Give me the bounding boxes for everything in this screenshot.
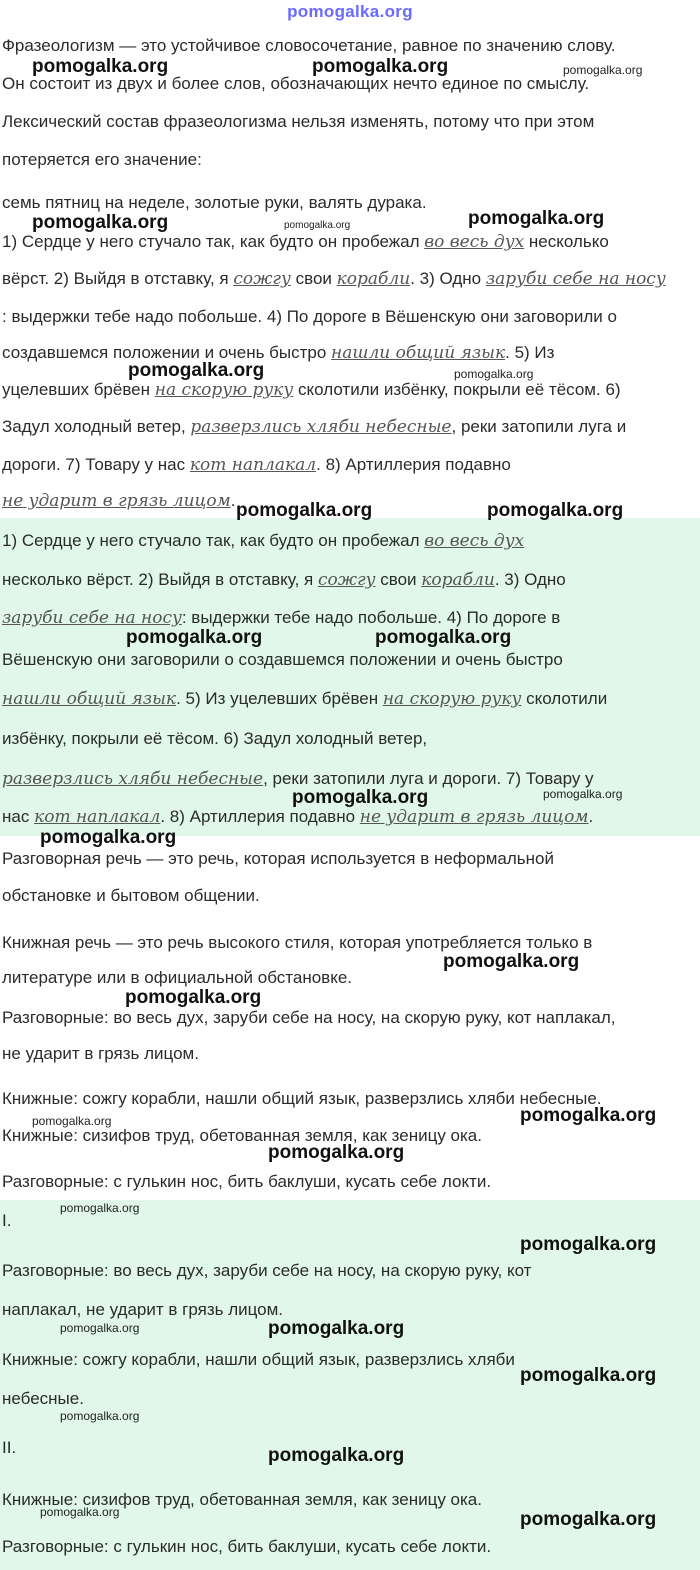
watermark: pomogalka.org (375, 627, 512, 648)
phraseologism: во весь дух (424, 232, 525, 252)
phraseologism: на скорую руку (382, 689, 522, 709)
answer2-line: I. (2, 1211, 12, 1230)
watermark: pomogalka.org (236, 500, 373, 521)
watermark: pomogalka.org (520, 1234, 657, 1255)
phraseologism: нашли общий язык (2, 689, 177, 709)
phraseologism: во весь дух (424, 531, 525, 551)
watermark: pomogalka.org (268, 1445, 405, 1466)
watermark: pomogalka.org (292, 787, 429, 808)
task-line: : выдержки тебе надо побольше. 4) По дороге в Вёшенскую они заговорили о (2, 307, 617, 326)
answer2-line: II. (2, 1438, 17, 1457)
answer-line: 1) Сердце у него стучало так, как будто он пробежал во весь дух (2, 531, 525, 551)
theory-line: потеряется его значение: (2, 150, 202, 169)
watermark: pomogalka.org (454, 367, 534, 381)
watermark: pomogalka.org (520, 1365, 657, 1386)
theory-line: семь пятниц на неделе, золотые руки, валять дурака. (2, 193, 427, 212)
watermark: pomogalka.org (32, 1114, 112, 1128)
phraseologism: корабли (336, 269, 411, 289)
site-header-logo[interactable]: pomogalka.org (287, 2, 413, 21)
answer-line: нашли общий язык. 5) Из уцелевших брёвен на скорую руку сколотили (2, 689, 608, 709)
answer-line: избёнку, покрыли её тёсом. 6) Задул холодный ветер, (2, 729, 428, 748)
theory-line: Он состоит из двух и более слов, обозначающих нечто единое по смыслу. (2, 74, 590, 93)
definition-line: Разговорные: во весь дух, заруби себе на носу, на скорую руку, кот наплакал, (2, 1008, 616, 1027)
watermark: pomogalka.org (520, 1509, 657, 1530)
task-line: 1) Сердце у него стучало так, как будто он пробежал во весь дух несколько (2, 232, 609, 252)
theory-line: Фразеологизм — это устойчивое словосочетание, равное по значению слову. (2, 36, 616, 55)
watermark: pomogalka.org (312, 56, 449, 77)
watermark: pomogalka.org (60, 1201, 140, 1215)
phraseologism: корабли (421, 570, 495, 590)
answer-line: разверзлись хляби небесные, реки затопили луга и дороги. 7) Товару у (2, 769, 594, 789)
watermark: pomogalka.org (468, 208, 605, 229)
task-line: вёрст. 2) Выйдя в отставку, я сожгу свои корабли. 3) Одно заруби себе на носу (2, 269, 666, 289)
task-line: дороги. 7) Товару у нас кот наплакал. 8) Артиллерия подавно (2, 455, 511, 475)
answer-line: Вёшенскую они заговорили о создавшемся положении и очень быстро (2, 650, 563, 669)
watermark: pomogalka.org (60, 1321, 140, 1335)
phraseologism: не ударит в грязь лицом (2, 491, 231, 511)
definition-line: не ударит в грязь лицом. (2, 1044, 199, 1063)
definition-line: Книжные: сизифов труд, обетованная земля, как зеницу ока. (2, 1126, 482, 1145)
watermark: pomogalka.org (268, 1142, 405, 1163)
watermark: pomogalka.org (487, 500, 624, 521)
watermark: pomogalka.org (40, 1505, 120, 1519)
watermark: pomogalka.org (284, 220, 351, 231)
watermark: pomogalka.org (543, 787, 623, 801)
answer-line: несколько вёрст. 2) Выйдя в отставку, я сожгу свои корабли. 3) Одно (2, 570, 566, 590)
watermark: pomogalka.org (443, 951, 580, 972)
watermark: pomogalka.org (128, 360, 265, 381)
phraseologism: нашли общий язык (331, 343, 506, 363)
watermark: pomogalka.org (40, 827, 177, 848)
phraseologism: разверзлись хляби небесные (190, 417, 452, 437)
answer2-line: Книжные: сожгу корабли, нашли общий язык, разверзлись хляби (2, 1350, 515, 1369)
phraseologism: на скорую руку (154, 380, 294, 400)
phraseologism: заруби себе на носу (485, 269, 666, 289)
theory-line: Лексический состав фразеологизма нельзя изменять, потому что при этом (2, 112, 595, 131)
answer-line: нас кот наплакал. 8) Артиллерия подавно не ударит в грязь лицом. (2, 807, 594, 827)
watermark: pomogalka.org (32, 212, 169, 233)
definition-line: литературе или в официальной обстановке. (2, 968, 353, 987)
watermark: pomogalka.org (268, 1318, 405, 1339)
definition-line: обстановке и бытовом общении. (2, 886, 260, 905)
site-header (0, 2, 700, 24)
watermark: pomogalka.org (126, 627, 263, 648)
watermark: pomogalka.org (60, 1409, 140, 1423)
watermark: pomogalka.org (563, 63, 643, 77)
answer2-line: Разговорные: с гулькин нос, бить баклуши, кусать себе локти. (2, 1537, 492, 1556)
definition-line: Книжные: сожгу корабли, нашли общий язык, разверзлись хляби небесные. (2, 1089, 602, 1108)
watermark: pomogalka.org (125, 987, 262, 1008)
watermark: pomogalka.org (520, 1105, 657, 1126)
phraseologism: кот наплакал (34, 807, 161, 827)
phraseologism: кот наплакал (189, 455, 317, 475)
definition-line: Разговорная речь — это речь, которая используется в неформальной (2, 849, 554, 868)
phraseologism: не ударит в грязь лицом (359, 807, 589, 827)
phraseologism: сожгу (233, 269, 291, 289)
phraseologism: сожгу (317, 570, 376, 590)
task-line: Задул холодный ветер, разверзлись хляби небесные, реки затопили луга и (2, 417, 627, 437)
phraseologism: разверзлись хляби небесные (2, 769, 264, 789)
answer2-line: наплакал, не ударит в грязь лицом. (2, 1300, 284, 1319)
watermark: pomogalka.org (32, 56, 169, 77)
task-line: уцелевших брёвен на скорую руку сколотили избёнку, покрыли её тёсом. 6) (2, 380, 621, 400)
answer2-line: небесные. (2, 1389, 84, 1408)
definition-line: Разговорные: с гулькин нос, бить баклуши, кусать себе локти. (2, 1172, 492, 1191)
answer-line: заруби себе на носу: выдержки тебе надо побольше. 4) По дороге в (2, 608, 561, 628)
answer2-line: Разговорные: во весь дух, заруби себе на носу, на скорую руку, кот (2, 1261, 532, 1280)
definition-line: Книжная речь — это речь высокого стиля, которая употребляется только в (2, 933, 593, 952)
answer2-line: Книжные: сизифов труд, обетованная земля, как зеницу ока. (2, 1490, 482, 1509)
phraseologism: заруби себе на носу (2, 608, 182, 628)
task-line: создавшемся положении и очень быстро нашли общий язык. 5) Из (2, 343, 555, 363)
task-line: не ударит в грязь лицом. (2, 491, 236, 511)
